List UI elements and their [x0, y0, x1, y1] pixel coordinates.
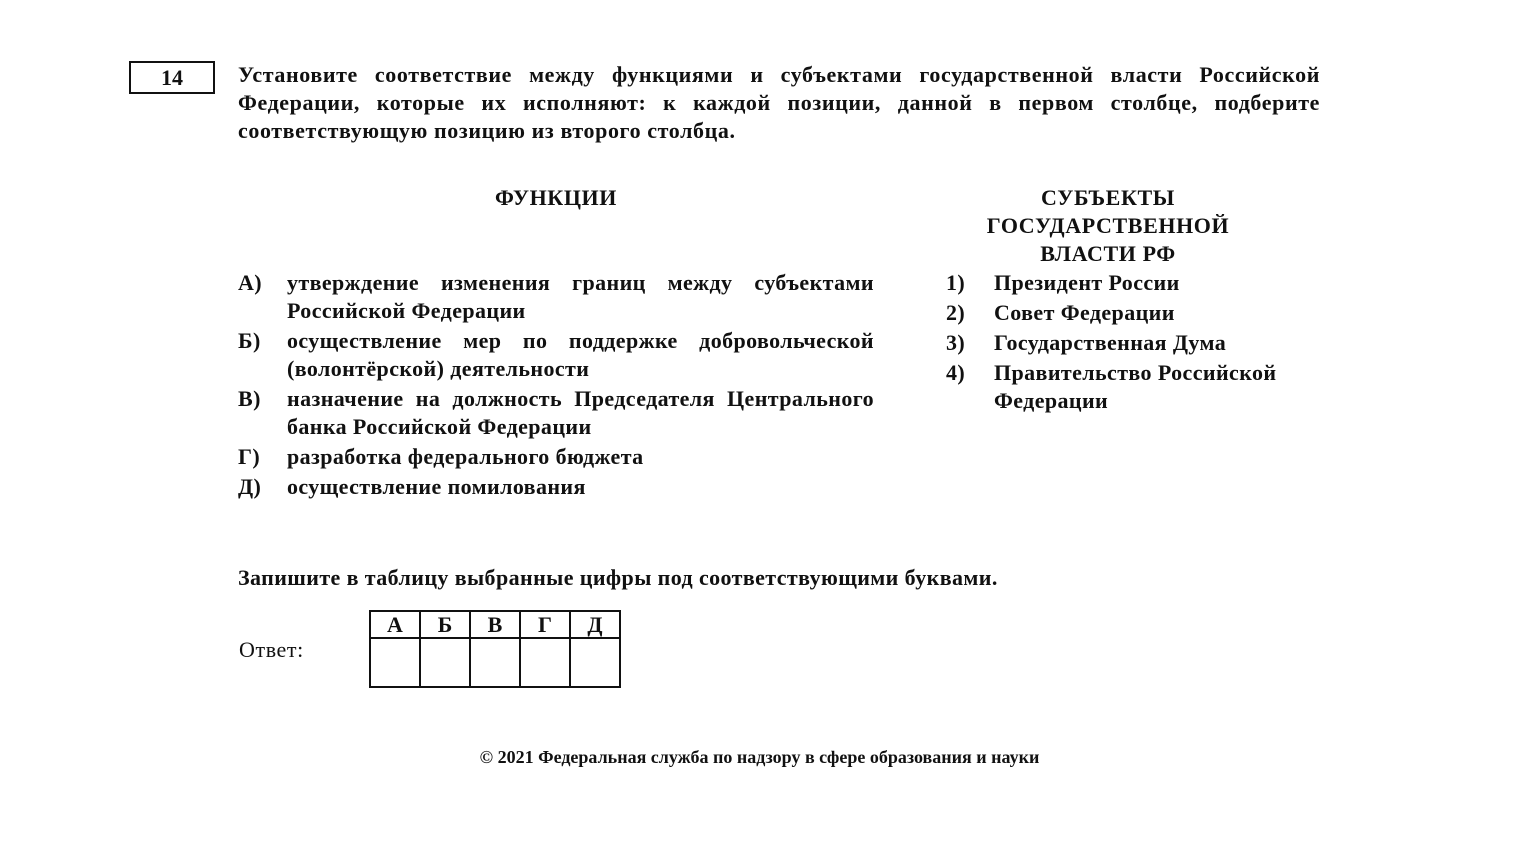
- function-letter: А): [238, 270, 263, 295]
- answer-label: Ответ:: [239, 637, 304, 662]
- functions-column-title: ФУНКЦИИ: [495, 185, 617, 210]
- copyright-footer: [0, 745, 1533, 769]
- function-item-d: [238, 473, 874, 501]
- function-item-a: [238, 269, 874, 325]
- answer-input-row: [370, 638, 620, 687]
- subject-number: 2): [946, 300, 966, 325]
- function-letter: Б): [238, 328, 261, 353]
- subject-text: Совет Федерации: [994, 300, 1175, 325]
- function-text: осуществление помилования: [287, 474, 586, 499]
- task-number: 14: [129, 61, 215, 94]
- answer-cell-v[interactable]: [470, 638, 520, 687]
- subject-text: Президент России: [994, 270, 1180, 295]
- function-letter: В): [238, 386, 261, 411]
- subject-text: Правительство Российской Федерации: [994, 360, 1277, 413]
- answer-cell-b[interactable]: [420, 638, 470, 687]
- function-item-g: [238, 443, 874, 471]
- subject-item-3: [946, 329, 1326, 357]
- answer-header-row: [370, 611, 620, 638]
- answer-table: [369, 610, 621, 688]
- function-text: назначение на должность Председателя Центрального банка Российской Федерации: [287, 386, 874, 439]
- subjects-column-title: СУБЪЕКТЫ ГОСУДАРСТВЕННОЙ ВЛАСТИ РФ: [986, 185, 1230, 266]
- copyright-text: © 2021 Федеральная служба по надзору в сфере образования и науки: [479, 747, 1040, 767]
- write-instruction: Запишите в таблицу выбранные цифры под соответствующими буквами.: [238, 565, 998, 590]
- functions-list: [238, 269, 874, 503]
- answer-column-header: Г: [520, 611, 570, 638]
- subject-number: 4): [946, 360, 966, 385]
- function-text: разработка федерального бюджета: [287, 444, 644, 469]
- answer-cell-a[interactable]: [370, 638, 420, 687]
- subject-item-4: [946, 359, 1326, 415]
- function-letter: Г): [238, 444, 261, 469]
- function-item-v: [238, 385, 874, 441]
- subject-text: Государственная Дума: [994, 330, 1227, 355]
- answer-cell-g[interactable]: [520, 638, 570, 687]
- subject-item-2: [946, 299, 1326, 327]
- subject-item-1: [946, 269, 1326, 297]
- answer-column-header: В: [470, 611, 520, 638]
- answer-column-header: Б: [420, 611, 470, 638]
- subject-number: 1): [946, 270, 966, 295]
- answer-column-header: Д: [570, 611, 620, 638]
- answer-column-header: А: [370, 611, 420, 638]
- subject-number: 3): [946, 330, 966, 355]
- function-item-b: [238, 327, 874, 383]
- function-letter: Д): [238, 474, 262, 499]
- function-text: утверждение изменения границ между субъектами Российской Федерации: [287, 270, 874, 323]
- task-instruction: Установите соответствие между функциями и субъектами государственной власти Российской Федерации, которые их исполняют: к каждой позиции, данной в первом столбце, подберите соответствующую позицию из второго столбца.: [238, 62, 1320, 143]
- subjects-list: [946, 269, 1326, 417]
- function-text: осуществление мер по поддержке добровольческой (волонтёрской) деятельности: [287, 328, 874, 381]
- answer-cell-d[interactable]: [570, 638, 620, 687]
